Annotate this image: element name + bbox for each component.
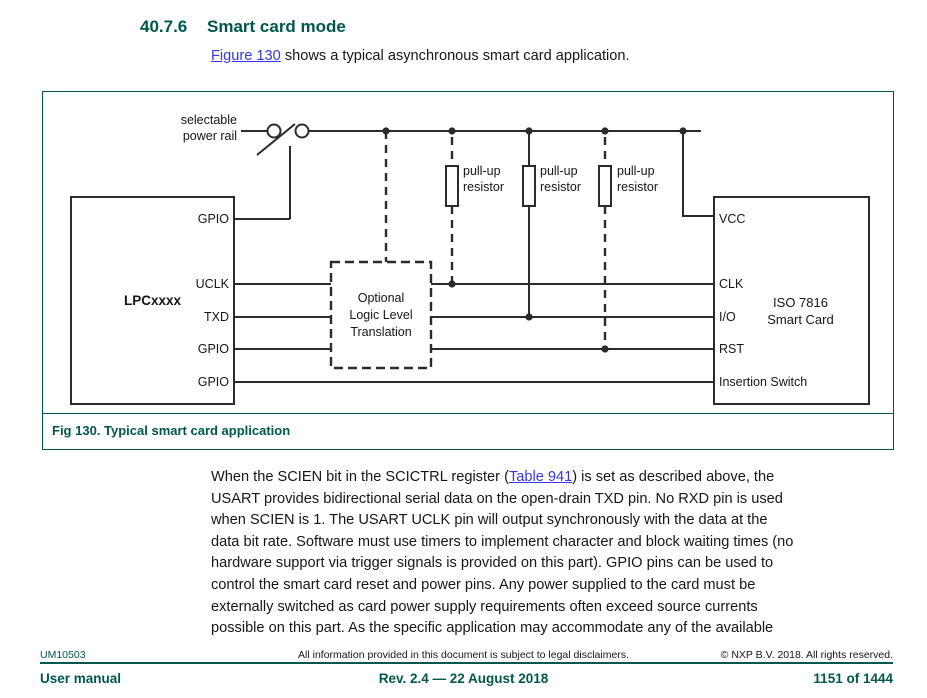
footer-doc-id: UM10503 [40, 649, 86, 661]
card-pin-io: I/O [719, 310, 736, 324]
section-title: Smart card mode [207, 17, 346, 36]
figure-130-box [42, 91, 894, 450]
figure-130-link[interactable]: Figure 130 [211, 48, 281, 64]
section-heading [140, 17, 346, 37]
body-line-3: when SCIEN is 1. The USART UCLK pin will output synchronously with the data at the [211, 512, 768, 529]
intro-text: shows a typical asynchronous smart card application. [280, 48, 630, 64]
lpc-pin-gpio-insertion: GPIO [197, 375, 229, 389]
pullup-resistor-1 [446, 166, 458, 206]
pullup-resistor-label-3: pull-up resistor [617, 164, 658, 194]
power-rail-label: selectable power rail [180, 113, 237, 143]
body-line-8: possible on this part. As the specific application may accommodate any of the available [211, 620, 774, 637]
pullup-resistor-label-2: pull-up resistor [540, 164, 581, 194]
lpc-pin-uclk: UCLK [195, 277, 229, 291]
footer-revision: Rev. 2.4 — 22 August 2018 [378, 671, 549, 686]
pullup-resistor-2 [523, 166, 535, 206]
footer-copyright: © NXP B.V. 2018. All rights reserved. [720, 649, 893, 661]
footer-doc-type: User manual [40, 671, 122, 686]
footer-page-number: 1151 of 1444 [813, 671, 893, 686]
lpc-chip-label: LPCxxxx [123, 292, 182, 308]
lpc-pin-gpio-rst: GPIO [197, 342, 229, 356]
logic-level-translator-label: Optional Logic Level Translation [349, 290, 413, 339]
footer-disclaimer: All information provided in this document is subject to legal disclaimers. [298, 649, 629, 661]
smart-card-name-label: ISO 7816 Smart Card [767, 295, 834, 327]
body-line-2: USART provides bidirectional serial data on the open-drain TXD pin. No RXD pin is used [211, 490, 783, 507]
table-941-link[interactable]: Table 941 [508, 469, 573, 485]
switch-contact-right [296, 125, 309, 138]
switch-contact-left [268, 125, 281, 138]
vcc-feed-wire [683, 131, 714, 216]
card-pin-clk: CLK [719, 277, 744, 291]
lpc-pin-txd: TXD [204, 310, 229, 324]
card-pin-vcc: VCC [719, 212, 746, 226]
body-paragraph [211, 467, 911, 640]
figure-caption: Fig 130. Typical smart card application [43, 413, 893, 451]
card-pin-rst: RST [719, 342, 744, 356]
card-pin-insertion-switch: Insertion Switch [719, 375, 808, 389]
lpc-pin-gpio-power: GPIO [197, 212, 229, 226]
pullup-resistor-3 [599, 166, 611, 206]
intro-paragraph [211, 48, 630, 64]
body-line-4: data bit rate. Software must use timers to implement character and block waiting times (no [211, 533, 794, 550]
footer-divider [40, 662, 893, 664]
body-line-7: externally switched as card power supply requirements often exceed source currents [211, 598, 758, 615]
pullup-resistor-label-1: pull-up resistor [463, 164, 504, 194]
body-line-5: hardware support via trigger signals is provided on this part). GPIO pins can be used to [211, 555, 774, 572]
body-line-1: When the SCIEN bit in the SCICTRL register (Table 941) is set as described above, the [211, 469, 775, 485]
body-line-6: control the smart card reset and power pins. Any power supplied to the card must be [211, 576, 756, 593]
section-number: 40.7.6 [140, 17, 188, 36]
